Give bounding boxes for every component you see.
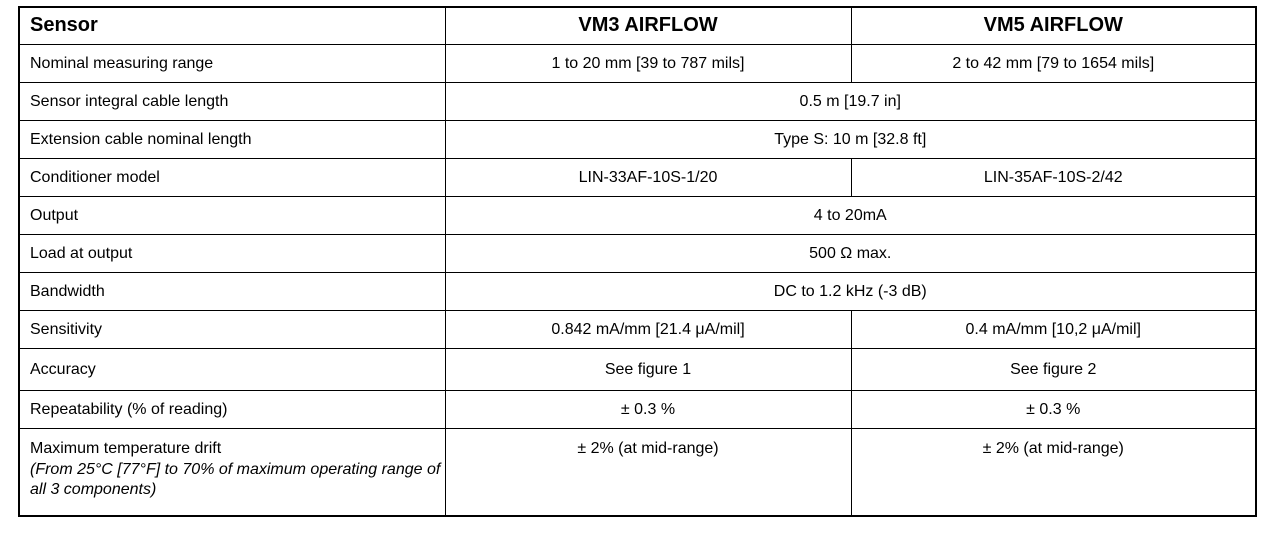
vm3-value: 1 to 20 mm [39 to 787 mils]	[445, 44, 851, 82]
table-row	[19, 348, 1256, 390]
row-label: Output	[19, 196, 445, 234]
spec-table-container	[18, 6, 1255, 517]
vm5-value: LIN-35AF-10S-2/42	[851, 158, 1256, 196]
row-label: Sensitivity	[19, 310, 445, 348]
table-row	[19, 196, 1256, 234]
sensor-spec-table	[18, 6, 1257, 517]
table-row	[19, 82, 1256, 120]
vm5-value: 0.4 mA/mm [10,2 μA/mil]	[851, 310, 1256, 348]
table-row	[19, 234, 1256, 272]
table-row	[19, 272, 1256, 310]
shared-value: Type S: 10 m [32.8 ft]	[445, 120, 1256, 158]
table-row	[19, 158, 1256, 196]
row-label: Nominal measuring range	[19, 44, 445, 82]
vm3-value: 0.842 mA/mm [21.4 μA/mil]	[445, 310, 851, 348]
table-row	[19, 390, 1256, 428]
table-row	[19, 44, 1256, 82]
row-label: Accuracy	[19, 348, 445, 390]
header-vm5-airflow: VM5 AIRFLOW	[851, 7, 1256, 44]
row-label: Extension cable nominal length	[19, 120, 445, 158]
vm5-value: ± 0.3 %	[851, 390, 1256, 428]
row-label: Sensor integral cable length	[19, 82, 445, 120]
vm5-value: ± 2% (at mid-range)	[851, 428, 1256, 516]
header-vm3-airflow: VM3 AIRFLOW	[445, 7, 851, 44]
header-sensor: Sensor	[19, 7, 445, 44]
shared-value: DC to 1.2 kHz (-3 dB)	[445, 272, 1256, 310]
vm3-value: ± 0.3 %	[445, 390, 851, 428]
vm3-value: ± 2% (at mid-range)	[445, 428, 851, 516]
row-label: Conditioner model	[19, 158, 445, 196]
shared-value: 0.5 m [19.7 in]	[445, 82, 1256, 120]
row-note: (From 25°C [77°F] to 70% of maximum operating range of all 3 components)	[30, 460, 441, 498]
vm3-value: LIN-33AF-10S-1/20	[445, 158, 851, 196]
shared-value: 4 to 20mA	[445, 196, 1256, 234]
table-row	[19, 428, 1256, 516]
vm3-value: See figure 1	[445, 348, 851, 390]
row-label: Bandwidth	[19, 272, 445, 310]
row-label: Load at output	[19, 234, 445, 272]
row-label-cell	[19, 428, 445, 516]
shared-value: 500 Ω max.	[445, 234, 1256, 272]
row-label: Repeatability (% of reading)	[19, 390, 445, 428]
table-header-row	[19, 7, 1256, 44]
table-row	[19, 120, 1256, 158]
table-row	[19, 310, 1256, 348]
row-label: Maximum temperature drift	[30, 439, 222, 457]
vm5-value: See figure 2	[851, 348, 1256, 390]
vm5-value: 2 to 42 mm [79 to 1654 mils]	[851, 44, 1256, 82]
